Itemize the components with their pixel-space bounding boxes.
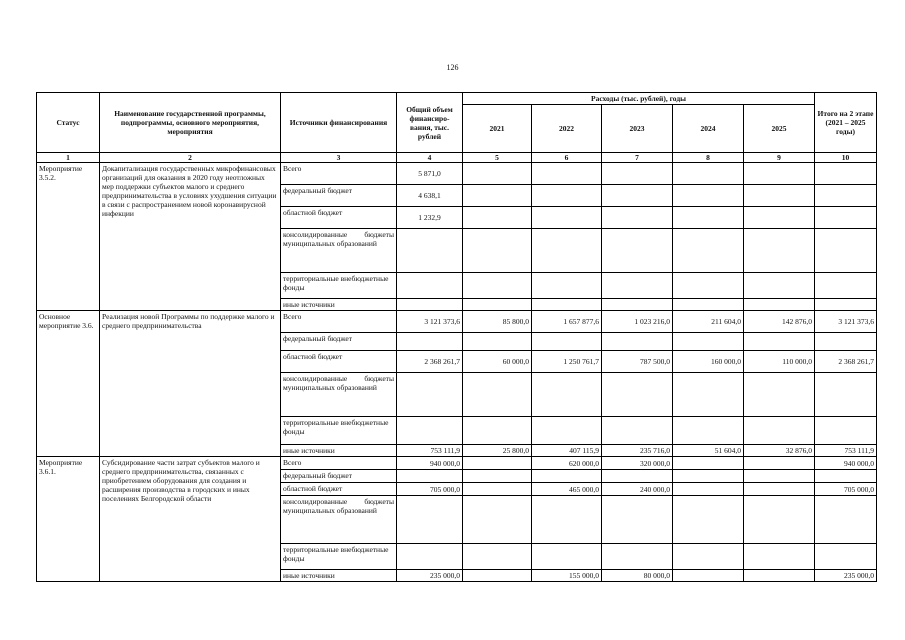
column-number-row (37, 153, 877, 163)
cell-total-volume: 705 000,0 (397, 483, 463, 496)
cell-year-2023 (602, 299, 673, 311)
funding-source: федеральный бюджет (281, 333, 397, 351)
cell-year-2022: 1 657 877,6 (532, 311, 602, 333)
funding-source: Всего (281, 457, 397, 470)
cell-total-volume (397, 273, 463, 299)
cell-stage-total: 705 000,0 (815, 483, 877, 496)
cell-year-2022 (532, 417, 602, 445)
funding-source: консолидированные бюджеты муниципальных образований (281, 496, 397, 544)
cell-year-2021 (463, 496, 532, 544)
cell-total-volume (397, 544, 463, 570)
cell-stage-total (815, 470, 877, 483)
cell-year-2023 (602, 496, 673, 544)
column-number: 3 (281, 153, 397, 163)
row-status: Мероприятие 3.5.2. (37, 163, 100, 311)
cell-year-2024 (673, 470, 744, 483)
cell-year-2023: 240 000,0 (602, 483, 673, 496)
page-number: 126 (446, 63, 459, 72)
cell-year-2025 (744, 373, 815, 417)
cell-stage-total: 2 368 261,7 (815, 351, 877, 373)
cell-year-2022 (532, 229, 602, 273)
cell-year-2024 (673, 496, 744, 544)
header-year: 2023 (602, 105, 673, 153)
cell-total-volume: 3 121 373,6 (397, 311, 463, 333)
cell-year-2024 (673, 333, 744, 351)
cell-year-2021 (463, 163, 532, 185)
cell-total-volume: 235 000,0 (397, 570, 463, 582)
cell-year-2021 (463, 373, 532, 417)
cell-year-2024 (673, 544, 744, 570)
cell-year-2023: 320 000,0 (602, 457, 673, 470)
cell-stage-total: 940 000,0 (815, 457, 877, 470)
cell-stage-total: 753 111,9 (815, 445, 877, 457)
cell-year-2024 (673, 457, 744, 470)
cell-total-volume (397, 496, 463, 544)
column-number: 8 (673, 153, 744, 163)
cell-year-2021: 85 800,0 (463, 311, 532, 333)
cell-year-2024: 211 604,0 (673, 311, 744, 333)
funding-source: иные источники (281, 299, 397, 311)
cell-stage-total (815, 229, 877, 273)
cell-year-2023 (602, 417, 673, 445)
funding-source: консолидированные бюджеты муниципальных образований (281, 229, 397, 273)
cell-year-2023: 80 000,0 (602, 570, 673, 582)
cell-year-2022 (532, 470, 602, 483)
cell-year-2023: 235 716,0 (602, 445, 673, 457)
cell-year-2024 (673, 299, 744, 311)
cell-year-2024 (673, 417, 744, 445)
funding-source: консолидированные бюджеты муниципальных образований (281, 373, 397, 417)
cell-total-volume: 2 368 261,7 (397, 351, 463, 373)
cell-total-volume (397, 470, 463, 483)
cell-stage-total (815, 163, 877, 185)
cell-year-2024 (673, 163, 744, 185)
cell-stage-total (815, 373, 877, 417)
column-number: 4 (397, 153, 463, 163)
cell-year-2025 (744, 333, 815, 351)
cell-total-volume (397, 299, 463, 311)
cell-stage-total (815, 299, 877, 311)
cell-year-2025 (744, 229, 815, 273)
cell-total-volume: 1 232,9 (397, 207, 463, 229)
cell-year-2025 (744, 544, 815, 570)
cell-year-2023 (602, 333, 673, 351)
budget-table-body (37, 163, 877, 582)
cell-stage-total: 3 121 373,6 (815, 311, 877, 333)
cell-year-2024 (673, 273, 744, 299)
cell-year-2022 (532, 299, 602, 311)
cell-year-2024: 160 000,0 (673, 351, 744, 373)
column-number: 6 (532, 153, 602, 163)
header-sources: Источники финансирования (281, 93, 397, 153)
cell-stage-total (815, 544, 877, 570)
column-number: 7 (602, 153, 673, 163)
cell-year-2025: 110 000,0 (744, 351, 815, 373)
cell-year-2025 (744, 299, 815, 311)
row-status: Мероприятие 3.6.1. (37, 457, 100, 582)
table-row (37, 163, 877, 185)
cell-year-2022 (532, 163, 602, 185)
cell-year-2024 (673, 483, 744, 496)
header-year: 2025 (744, 105, 815, 153)
cell-year-2023 (602, 229, 673, 273)
row-status: Основное мероприятие 3.6. (37, 311, 100, 457)
cell-year-2025 (744, 457, 815, 470)
cell-year-2021 (463, 483, 532, 496)
column-number: 10 (815, 153, 877, 163)
header-expenses: Расходы (тыс. рублей), годы (463, 93, 815, 105)
cell-year-2024 (673, 373, 744, 417)
cell-year-2022 (532, 185, 602, 207)
cell-year-2022 (532, 333, 602, 351)
funding-source: областной бюджет (281, 483, 397, 496)
cell-year-2024: 51 604,0 (673, 445, 744, 457)
cell-year-2021: 60 000,0 (463, 351, 532, 373)
cell-year-2021 (463, 229, 532, 273)
cell-year-2022: 155 000,0 (532, 570, 602, 582)
cell-stage-total (815, 417, 877, 445)
cell-total-volume: 5 871,0 (397, 163, 463, 185)
cell-year-2022: 1 250 761,7 (532, 351, 602, 373)
funding-source: территориальные внебюджетные фонды (281, 417, 397, 445)
cell-year-2021 (463, 457, 532, 470)
cell-year-2021 (463, 299, 532, 311)
cell-year-2025: 142 876,0 (744, 311, 815, 333)
cell-year-2023 (602, 207, 673, 229)
cell-year-2024 (673, 570, 744, 582)
cell-total-volume (397, 417, 463, 445)
funding-source: федеральный бюджет (281, 470, 397, 483)
header-year: 2022 (532, 105, 602, 153)
column-number: 1 (37, 153, 100, 163)
cell-total-volume (397, 229, 463, 273)
funding-source: иные источники (281, 570, 397, 582)
cell-year-2021 (463, 470, 532, 483)
cell-year-2023 (602, 185, 673, 207)
cell-year-2022 (532, 544, 602, 570)
cell-year-2021 (463, 570, 532, 582)
funding-source: областной бюджет (281, 207, 397, 229)
header-stage-total: Итого на 2 этапе (2021 – 2025 годы) (815, 93, 877, 153)
header-status: Статус (37, 93, 100, 153)
funding-source: федеральный бюджет (281, 185, 397, 207)
header-program-name: Наименование государственной программы, подпрограммы, основного мероприятия, мероприятия (100, 93, 281, 153)
funding-source: иные источники (281, 445, 397, 457)
funding-source: Всего (281, 311, 397, 333)
cell-year-2025 (744, 417, 815, 445)
column-number: 5 (463, 153, 532, 163)
cell-stage-total (815, 273, 877, 299)
row-program-name: Реализация новой Программы по поддержке малого и среднего предпринимательства (100, 311, 281, 457)
cell-year-2024 (673, 229, 744, 273)
cell-year-2025 (744, 496, 815, 544)
cell-year-2021 (463, 544, 532, 570)
cell-year-2022 (532, 373, 602, 417)
funding-source: областной бюджет (281, 351, 397, 373)
cell-year-2025: 32 876,0 (744, 445, 815, 457)
cell-year-2021: 25 800,0 (463, 445, 532, 457)
cell-stage-total (815, 496, 877, 544)
cell-year-2022: 407 115,9 (532, 445, 602, 457)
budget-table (36, 92, 877, 582)
column-number: 9 (744, 153, 815, 163)
cell-year-2022: 465 000,0 (532, 483, 602, 496)
cell-year-2025 (744, 470, 815, 483)
header-year: 2021 (463, 105, 532, 153)
cell-total-volume (397, 373, 463, 417)
cell-total-volume: 753 111,9 (397, 445, 463, 457)
row-program-name: Субсидирование части затрат субъектов малого и среднего предпринимательства, связанных с приобретением оборудования для создания и расширения производства в городских и иных поселениях Белгородской области (100, 457, 281, 582)
cell-year-2021 (463, 273, 532, 299)
cell-stage-total (815, 185, 877, 207)
cell-total-volume (397, 333, 463, 351)
cell-year-2024 (673, 185, 744, 207)
table-row (37, 311, 877, 333)
cell-total-volume: 940 000,0 (397, 457, 463, 470)
header-total-volume: Общий объем финансиро-вания, тыс. рублей (397, 93, 463, 153)
cell-year-2021 (463, 185, 532, 207)
funding-source: Всего (281, 163, 397, 185)
cell-year-2024 (673, 207, 744, 229)
cell-year-2025 (744, 570, 815, 582)
column-number: 2 (100, 153, 281, 163)
cell-year-2021 (463, 207, 532, 229)
cell-year-2023: 1 023 216,0 (602, 311, 673, 333)
cell-year-2021 (463, 333, 532, 351)
cell-year-2022 (532, 496, 602, 544)
cell-year-2023: 787 500,0 (602, 351, 673, 373)
cell-year-2021 (463, 417, 532, 445)
cell-total-volume: 4 638,1 (397, 185, 463, 207)
cell-year-2022 (532, 273, 602, 299)
cell-stage-total (815, 207, 877, 229)
funding-source: территориальные внебюджетные фонды (281, 544, 397, 570)
cell-year-2022: 620 000,0 (532, 457, 602, 470)
cell-year-2023 (602, 273, 673, 299)
cell-year-2025 (744, 207, 815, 229)
cell-year-2025 (744, 185, 815, 207)
cell-stage-total (815, 333, 877, 351)
funding-source: территориальные внебюджетные фонды (281, 273, 397, 299)
header-year: 2024 (673, 105, 744, 153)
cell-year-2023 (602, 544, 673, 570)
cell-stage-total: 235 000,0 (815, 570, 877, 582)
cell-year-2025 (744, 273, 815, 299)
cell-year-2025 (744, 483, 815, 496)
cell-year-2022 (532, 207, 602, 229)
cell-year-2023 (602, 470, 673, 483)
cell-year-2025 (744, 163, 815, 185)
cell-year-2023 (602, 373, 673, 417)
table-row (37, 457, 877, 470)
row-program-name: Докапитализация государственных микрофинансовых организаций для оказания в 2020 году неотложных мер поддержки субъектов малого и среднего предпринимательства в условиях ухудшения ситуации в связи с распространением новой коронавирусной инфекции (100, 163, 281, 311)
cell-year-2023 (602, 163, 673, 185)
